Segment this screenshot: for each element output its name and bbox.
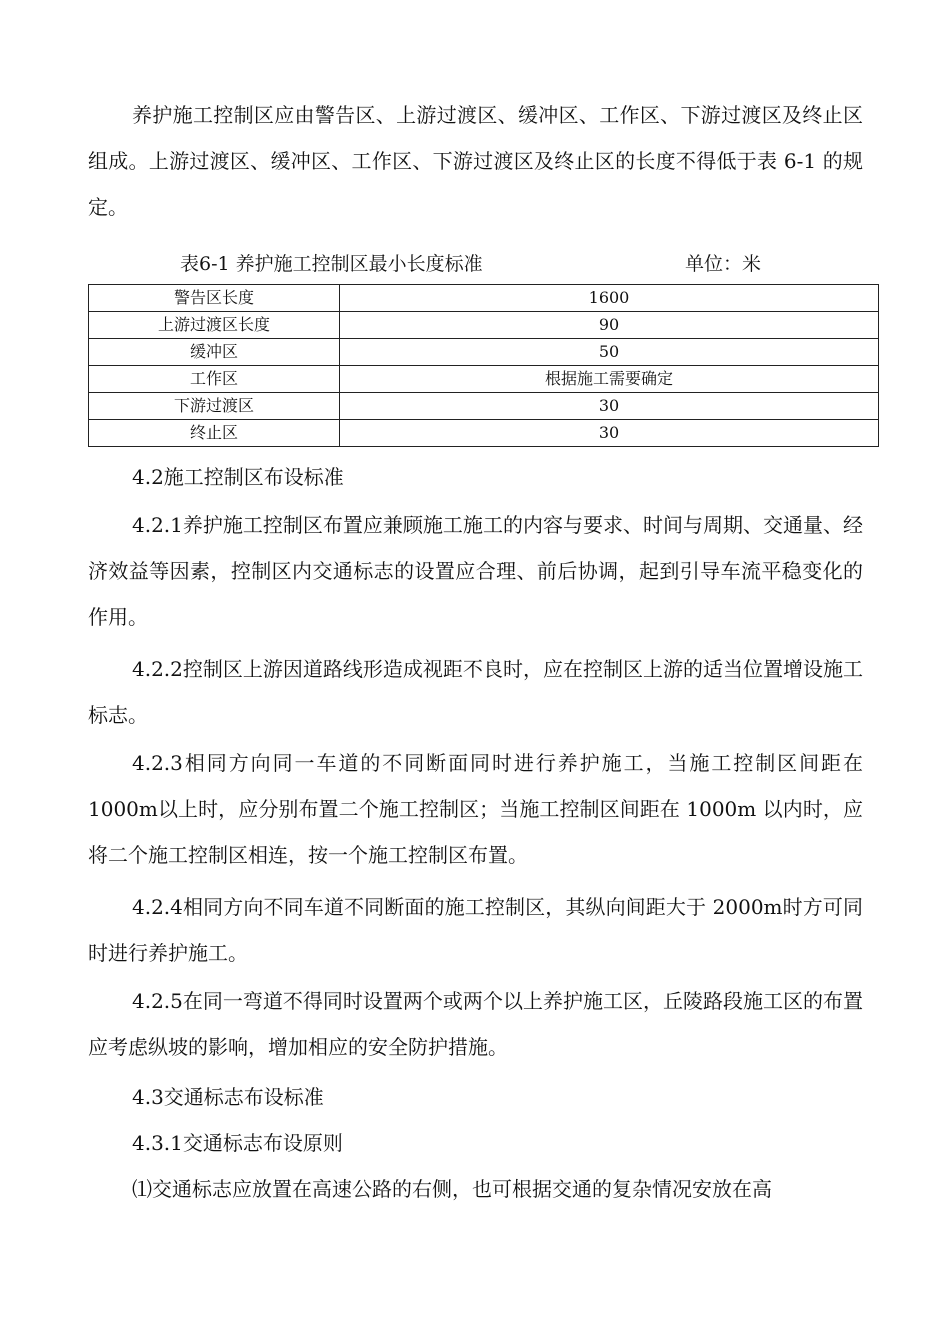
section-heading-4-2: 4.2施工控制区布设标准 (132, 465, 344, 489)
section-heading-4-3-1: 4.3.1交通标志布设原则 (132, 1131, 343, 1155)
table-cell-value: 30 (340, 393, 879, 420)
table-row (89, 366, 879, 393)
table-cell-name: 工作区 (89, 366, 340, 393)
intro-paragraph: 养护施工控制区应由警告区、上游过渡区、缓冲区、工作区、下游过渡区及终止区组成。上游过渡区、缓冲区、工作区、下游过渡区及终止区的长度不得低于表 6-1 的规定。 (88, 103, 863, 219)
table-cell-value: 根据施工需要确定 (340, 366, 879, 393)
table-title: 表6-1 养护施工控制区最小长度标准 (180, 253, 483, 275)
table-row (89, 312, 879, 339)
list-item-1: ⑴交通标志应放置在高速公路的右侧，也可根据交通的复杂情况安放在高 (132, 1177, 772, 1201)
table-cell-name: 终止区 (89, 420, 340, 447)
table-cell-name: 警告区长度 (89, 285, 340, 312)
table-cell-name: 上游过渡区长度 (89, 312, 340, 339)
paragraph-4-2-2: 4.2.2控制区上游因道路线形造成视距不良时，应在控制区上游的适当位置增设施工标志。 (88, 657, 863, 727)
table-cell-value: 30 (340, 420, 879, 447)
table-cell-name: 下游过渡区 (89, 393, 340, 420)
table-row (89, 393, 879, 420)
paragraph-4-2-5: 4.2.5在同一弯道不得同时设置两个或两个以上养护施工区，丘陵路段施工区的布置应考虑纵坡的影响，增加相应的安全防护措施。 (88, 989, 863, 1059)
min-length-table (88, 284, 879, 447)
table-unit: 单位：米 (685, 253, 762, 275)
table-row (89, 420, 879, 447)
paragraph-4-2-1: 4.2.1养护施工控制区布置应兼顾施工施工的内容与要求、时间与周期、交通量、经济效益等因素，控制区内交通标志的设置应合理、前后协调，起到引导车流平稳变化的作用。 (88, 513, 863, 629)
section-heading-4-3: 4.3交通标志布设标准 (132, 1085, 324, 1109)
paragraph-4-2-4: 4.2.4相同方向不同车道不同断面的施工控制区，其纵向间距大于 2000m时方可同时进行养护施工。 (88, 895, 863, 965)
table-cell-value: 1600 (340, 285, 879, 312)
table-cell-name: 缓冲区 (89, 339, 340, 366)
table-caption (180, 250, 780, 278)
table-row (89, 285, 879, 312)
paragraph-4-2-3: 4.2.3相同方向同一车道的不同断面同时进行养护施工，当施工控制区间距在1000m以上时，应分别布置二个施工控制区；当施工控制区间距在 1000m 以内时，应将二个施工控制区相连，按一个施工控制区布置。 (88, 751, 863, 867)
table-cell-value: 50 (340, 339, 879, 366)
table-row (89, 339, 879, 366)
table-cell-value: 90 (340, 312, 879, 339)
